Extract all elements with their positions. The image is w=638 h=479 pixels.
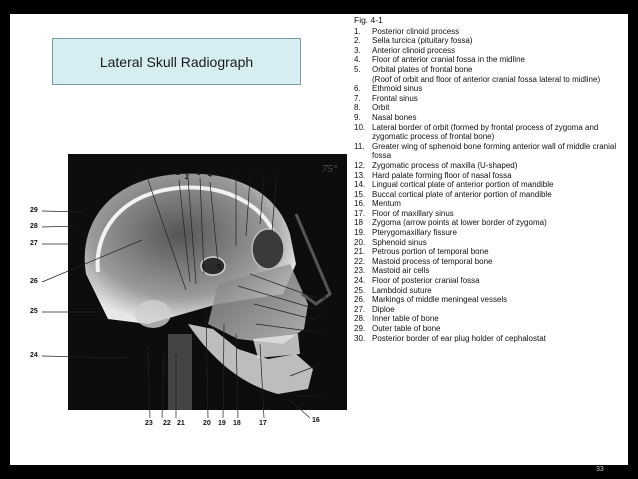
legend-item bbox=[354, 314, 626, 324]
marker-19: 19 bbox=[218, 420, 226, 427]
legend-item-text: Sphenoid sinus bbox=[372, 237, 427, 247]
figure-label: Fig. 4-1 bbox=[354, 15, 383, 25]
marker-15: 15 bbox=[318, 392, 326, 399]
legend-item-text: (Roof of orbit and floor of anterior cranial fossa lateral to midline) bbox=[372, 74, 601, 84]
legend-item bbox=[354, 113, 626, 123]
legend-item-text: Mastoid process of temporal bone bbox=[372, 256, 493, 266]
legend-item bbox=[354, 27, 626, 37]
legend-item bbox=[354, 238, 626, 248]
pointer-lines bbox=[28, 154, 368, 432]
legend-item bbox=[354, 161, 626, 171]
legend-item-number: 18 bbox=[354, 218, 363, 228]
legend-item-text: Markings of middle meningeal vessels bbox=[372, 295, 508, 305]
legend-item-text: Floor of maxillary sinus bbox=[372, 208, 454, 218]
handwritten-angle-note: 75° bbox=[322, 163, 338, 175]
legend-item-text: Orbital plates of frontal bone bbox=[372, 64, 473, 74]
marker-16: 16 bbox=[312, 417, 320, 424]
marker-12: 12 bbox=[318, 316, 326, 323]
legend-item-text: Mastoid air cells bbox=[372, 266, 430, 276]
legend-item bbox=[354, 324, 626, 334]
legend-item-number: 7. bbox=[354, 93, 361, 103]
marker-18: 18 bbox=[233, 420, 241, 427]
legend-item bbox=[354, 199, 626, 209]
legend-item bbox=[354, 75, 626, 85]
legend-item-number: 5. bbox=[354, 64, 361, 74]
legend-item bbox=[354, 209, 626, 219]
legend-item-text: Sella turcica (pituitary fossa) bbox=[372, 36, 473, 46]
marker-13: 13 bbox=[318, 328, 326, 335]
legend-item-number: 4. bbox=[354, 55, 361, 65]
legend-item-text: Diploe bbox=[372, 304, 395, 314]
legend-item-text: Anterior clinoid process bbox=[372, 45, 456, 55]
legend-item bbox=[354, 171, 626, 181]
legend-item bbox=[354, 276, 626, 286]
legend-item-text: Inner table of bone bbox=[372, 314, 439, 324]
marker-2: 2 bbox=[185, 174, 189, 181]
legend-item-number: 15. bbox=[354, 189, 366, 199]
legend-item bbox=[354, 257, 626, 267]
marker-5: 5 bbox=[217, 264, 221, 271]
marker-10: 10 bbox=[318, 294, 326, 301]
legend-item-number: 6. bbox=[354, 84, 361, 94]
legend-item bbox=[354, 65, 626, 75]
page-number: 33 bbox=[596, 466, 604, 473]
legend-item-text: Zygomatic process of maxilla (U-shaped) bbox=[372, 160, 518, 170]
marker-26: 26 bbox=[30, 278, 38, 285]
marker-3: 3 bbox=[197, 170, 201, 177]
legend-item-text: Lingual cortical plate of anterior portion of mandible bbox=[372, 180, 554, 190]
legend-item-number: 29. bbox=[354, 324, 366, 333]
marker-1: 1 bbox=[176, 170, 180, 177]
slide bbox=[10, 14, 628, 473]
legend-item-text: Floor of anterior cranial fossa in the midline bbox=[372, 55, 525, 65]
legend-item-text: Greater wing of sphenoid bone forming anterior wall of middle cranial fossa bbox=[372, 141, 617, 161]
marker-20: 20 bbox=[203, 420, 211, 427]
legend-item-text: Mentum bbox=[372, 199, 401, 209]
legend-item-number: 30. bbox=[354, 333, 366, 343]
marker-30: 30 bbox=[134, 172, 142, 179]
legend-item bbox=[354, 295, 626, 305]
marker-21: 21 bbox=[177, 420, 185, 427]
marker-14: 14 bbox=[318, 362, 326, 369]
legend-item-text: Floor of posterior cranial fossa bbox=[372, 276, 480, 286]
marker-27: 27 bbox=[30, 240, 38, 247]
legend-item bbox=[354, 180, 626, 190]
legend-item bbox=[354, 142, 626, 161]
marker-8: 8 bbox=[262, 170, 266, 177]
legend-item-number: 25. bbox=[354, 285, 366, 295]
legend-item-number: 3. bbox=[354, 45, 361, 55]
legend-item bbox=[354, 55, 626, 65]
legend-item bbox=[354, 103, 626, 113]
marker-6: 6 bbox=[234, 170, 238, 177]
legend-item-text: Posterior border of ear plug holder of cephalostat bbox=[372, 333, 546, 343]
legend-item-text: Outer table of bone bbox=[372, 324, 441, 333]
legend-item bbox=[354, 84, 626, 94]
legend-item-text: Lambdoid suture bbox=[372, 285, 432, 295]
legend-item-number: 27. bbox=[354, 304, 366, 314]
legend-item-text: Pterygomaxillary fissure bbox=[372, 228, 457, 238]
legend-item-text: Lateral border of orbit (formed by frontal process of zygoma and zygomatic process of frontal bone) bbox=[372, 122, 599, 142]
legend-item bbox=[354, 190, 626, 200]
legend-item bbox=[354, 247, 626, 257]
legend-item-number: 1. bbox=[354, 26, 361, 36]
legend-item-text: Hard palate forming floor of nasal fossa bbox=[372, 170, 512, 180]
legend-item-number: 24. bbox=[354, 276, 366, 286]
legend-item bbox=[354, 228, 626, 238]
legend-item-number: 12. bbox=[354, 160, 366, 170]
marker-24: 24 bbox=[30, 352, 38, 359]
marker-23: 23 bbox=[145, 420, 153, 427]
legend-item-text: Frontal sinus bbox=[372, 93, 418, 103]
marker-7: 7 bbox=[248, 170, 252, 177]
legend-item bbox=[354, 286, 626, 296]
legend-item-text: Orbit bbox=[372, 103, 390, 113]
marker-28: 28 bbox=[30, 223, 38, 230]
legend-item-number: 26. bbox=[354, 295, 366, 305]
legend-item bbox=[354, 266, 626, 276]
slide-title: Lateral Skull Radiograph bbox=[52, 38, 301, 85]
legend-item-number: 21. bbox=[354, 247, 366, 257]
legend-item-number: 22. bbox=[354, 256, 366, 266]
legend-item bbox=[354, 94, 626, 104]
marker-17: 17 bbox=[259, 420, 267, 427]
legend-item bbox=[354, 305, 626, 315]
legend-item-text: Petrous portion of temporal bone bbox=[372, 247, 489, 257]
legend-item-number: 10. bbox=[354, 122, 366, 132]
marker-22: 22 bbox=[163, 420, 171, 427]
legend-item-text: Posterior clinoid process bbox=[372, 26, 460, 36]
legend-item-text: Ethmoid sinus bbox=[372, 84, 423, 94]
radiograph-figure bbox=[28, 154, 368, 432]
marker-11: 11 bbox=[318, 305, 326, 312]
legend-list bbox=[354, 27, 626, 344]
marker-4: 4 bbox=[208, 172, 212, 179]
legend-item-number: 9. bbox=[354, 112, 361, 122]
legend-item-number: 23. bbox=[354, 266, 366, 276]
legend-item-number: 20. bbox=[354, 237, 366, 247]
legend-item-number: 13. bbox=[354, 170, 366, 180]
legend-item-number bbox=[354, 75, 372, 85]
legend-item bbox=[354, 218, 626, 228]
legend-item bbox=[354, 123, 626, 142]
legend-item-number: 17. bbox=[354, 208, 366, 218]
legend-item-number: 11. bbox=[354, 141, 365, 151]
marker-29: 29 bbox=[30, 207, 38, 214]
legend-item bbox=[354, 36, 626, 46]
legend-item-text: Zygoma (arrow points at lower border of zygoma) bbox=[372, 218, 547, 228]
legend-item-number: 2. bbox=[354, 36, 361, 46]
legend-item-number: 16. bbox=[354, 199, 366, 209]
legend-item bbox=[354, 334, 626, 344]
marker-25: 25 bbox=[30, 308, 38, 315]
marker-9: 9 bbox=[274, 172, 278, 179]
legend-item-text: Buccal cortical plate of anterior portion of mandible bbox=[372, 189, 552, 199]
legend-item-number: 28. bbox=[354, 314, 366, 324]
figure-legend bbox=[354, 16, 626, 343]
legend-item bbox=[354, 46, 626, 56]
legend-item-number: 8. bbox=[354, 103, 361, 113]
legend-item-number: 14. bbox=[354, 180, 366, 190]
legend-item-number: 19. bbox=[354, 228, 366, 238]
legend-item-text: Nasal bones bbox=[372, 112, 417, 122]
